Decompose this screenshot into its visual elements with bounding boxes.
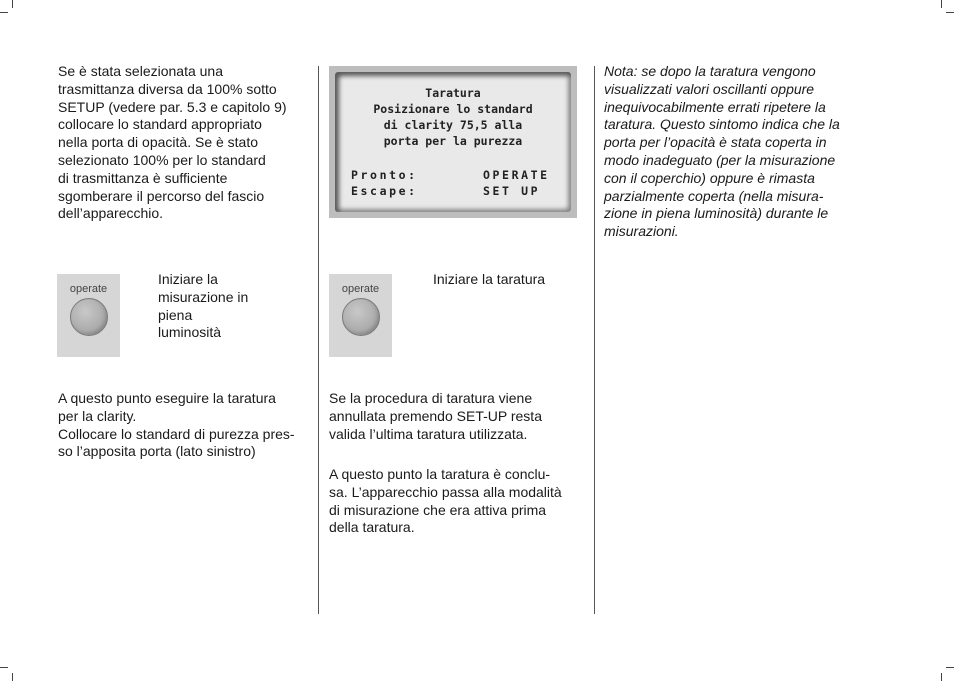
display-ready-value: OPERATE [483, 168, 550, 182]
crop-mark [941, 673, 942, 681]
display-heading: Taratura Posizionare lo standard di clarity 75,5 alla porta per la purezza [373, 86, 533, 148]
crop-mark [12, 0, 13, 8]
operate-button-label: operate [69, 283, 108, 295]
crop-mark [0, 667, 8, 668]
crop-mark [941, 0, 942, 8]
column-divider [594, 66, 595, 614]
crop-mark [12, 673, 13, 681]
operate-button[interactable] [329, 274, 392, 357]
display-escape-label: Escape: [351, 184, 418, 198]
col2-button-caption: Iniziare la taratura [433, 271, 546, 287]
round-button-icon [342, 298, 380, 336]
crop-mark [946, 12, 954, 13]
col2-complete-paragraph: A questo punto la taratura è conclu- sa. L’apparecchio passa alla modalità di misurazione che era attiva prima della taratura. [329, 466, 562, 536]
display-screen [329, 66, 577, 218]
crop-mark [0, 12, 8, 13]
column-divider [318, 66, 319, 614]
display-panel [335, 72, 571, 212]
operate-button-label: operate [341, 283, 380, 295]
col2-cancel-paragraph: Se la procedura di taratura viene annullata premendo SET-UP resta valida l’ultima taratura utilizzata. [329, 390, 542, 442]
col3-note: Nota: se dopo la taratura vengono visualizzati valori oscillanti oppure inequivocabilmente errati ripetere la taratura. Questo sintomo indica che la porta per l’opacità è stata coperta in modo inadeguato (per la misurazione con il coperchio) oppure è rimasta parzialmente coperta (nella misura- zione in piena luminosità) durante le misurazioni. [604, 63, 840, 240]
col1-button-caption: Iniziare la misurazione in piena luminosità [158, 271, 249, 341]
operate-button[interactable] [57, 274, 120, 357]
round-button-icon [70, 298, 108, 336]
crop-mark [946, 667, 954, 668]
col1-clarity-paragraph: A questo punto eseguire la taratura per la clarity. Collocare lo standard di purezza pres- so l’apposita porta (lato sinistro) [58, 390, 295, 460]
display-ready-label: Pronto: [351, 168, 418, 182]
col1-intro-paragraph: Se è stata selezionata una trasmittanza diversa da 100% sotto SETUP (vedere par. 5.3 e capitolo 9) collocare lo standard appropriato nella porta di opacità. Se è stato selezionato 100% per lo standard di trasmittanza è sufficiente sgomberare il percorso del fascio dell’apparecchio. [58, 63, 287, 222]
display-escape-value: SET UP [483, 184, 541, 198]
